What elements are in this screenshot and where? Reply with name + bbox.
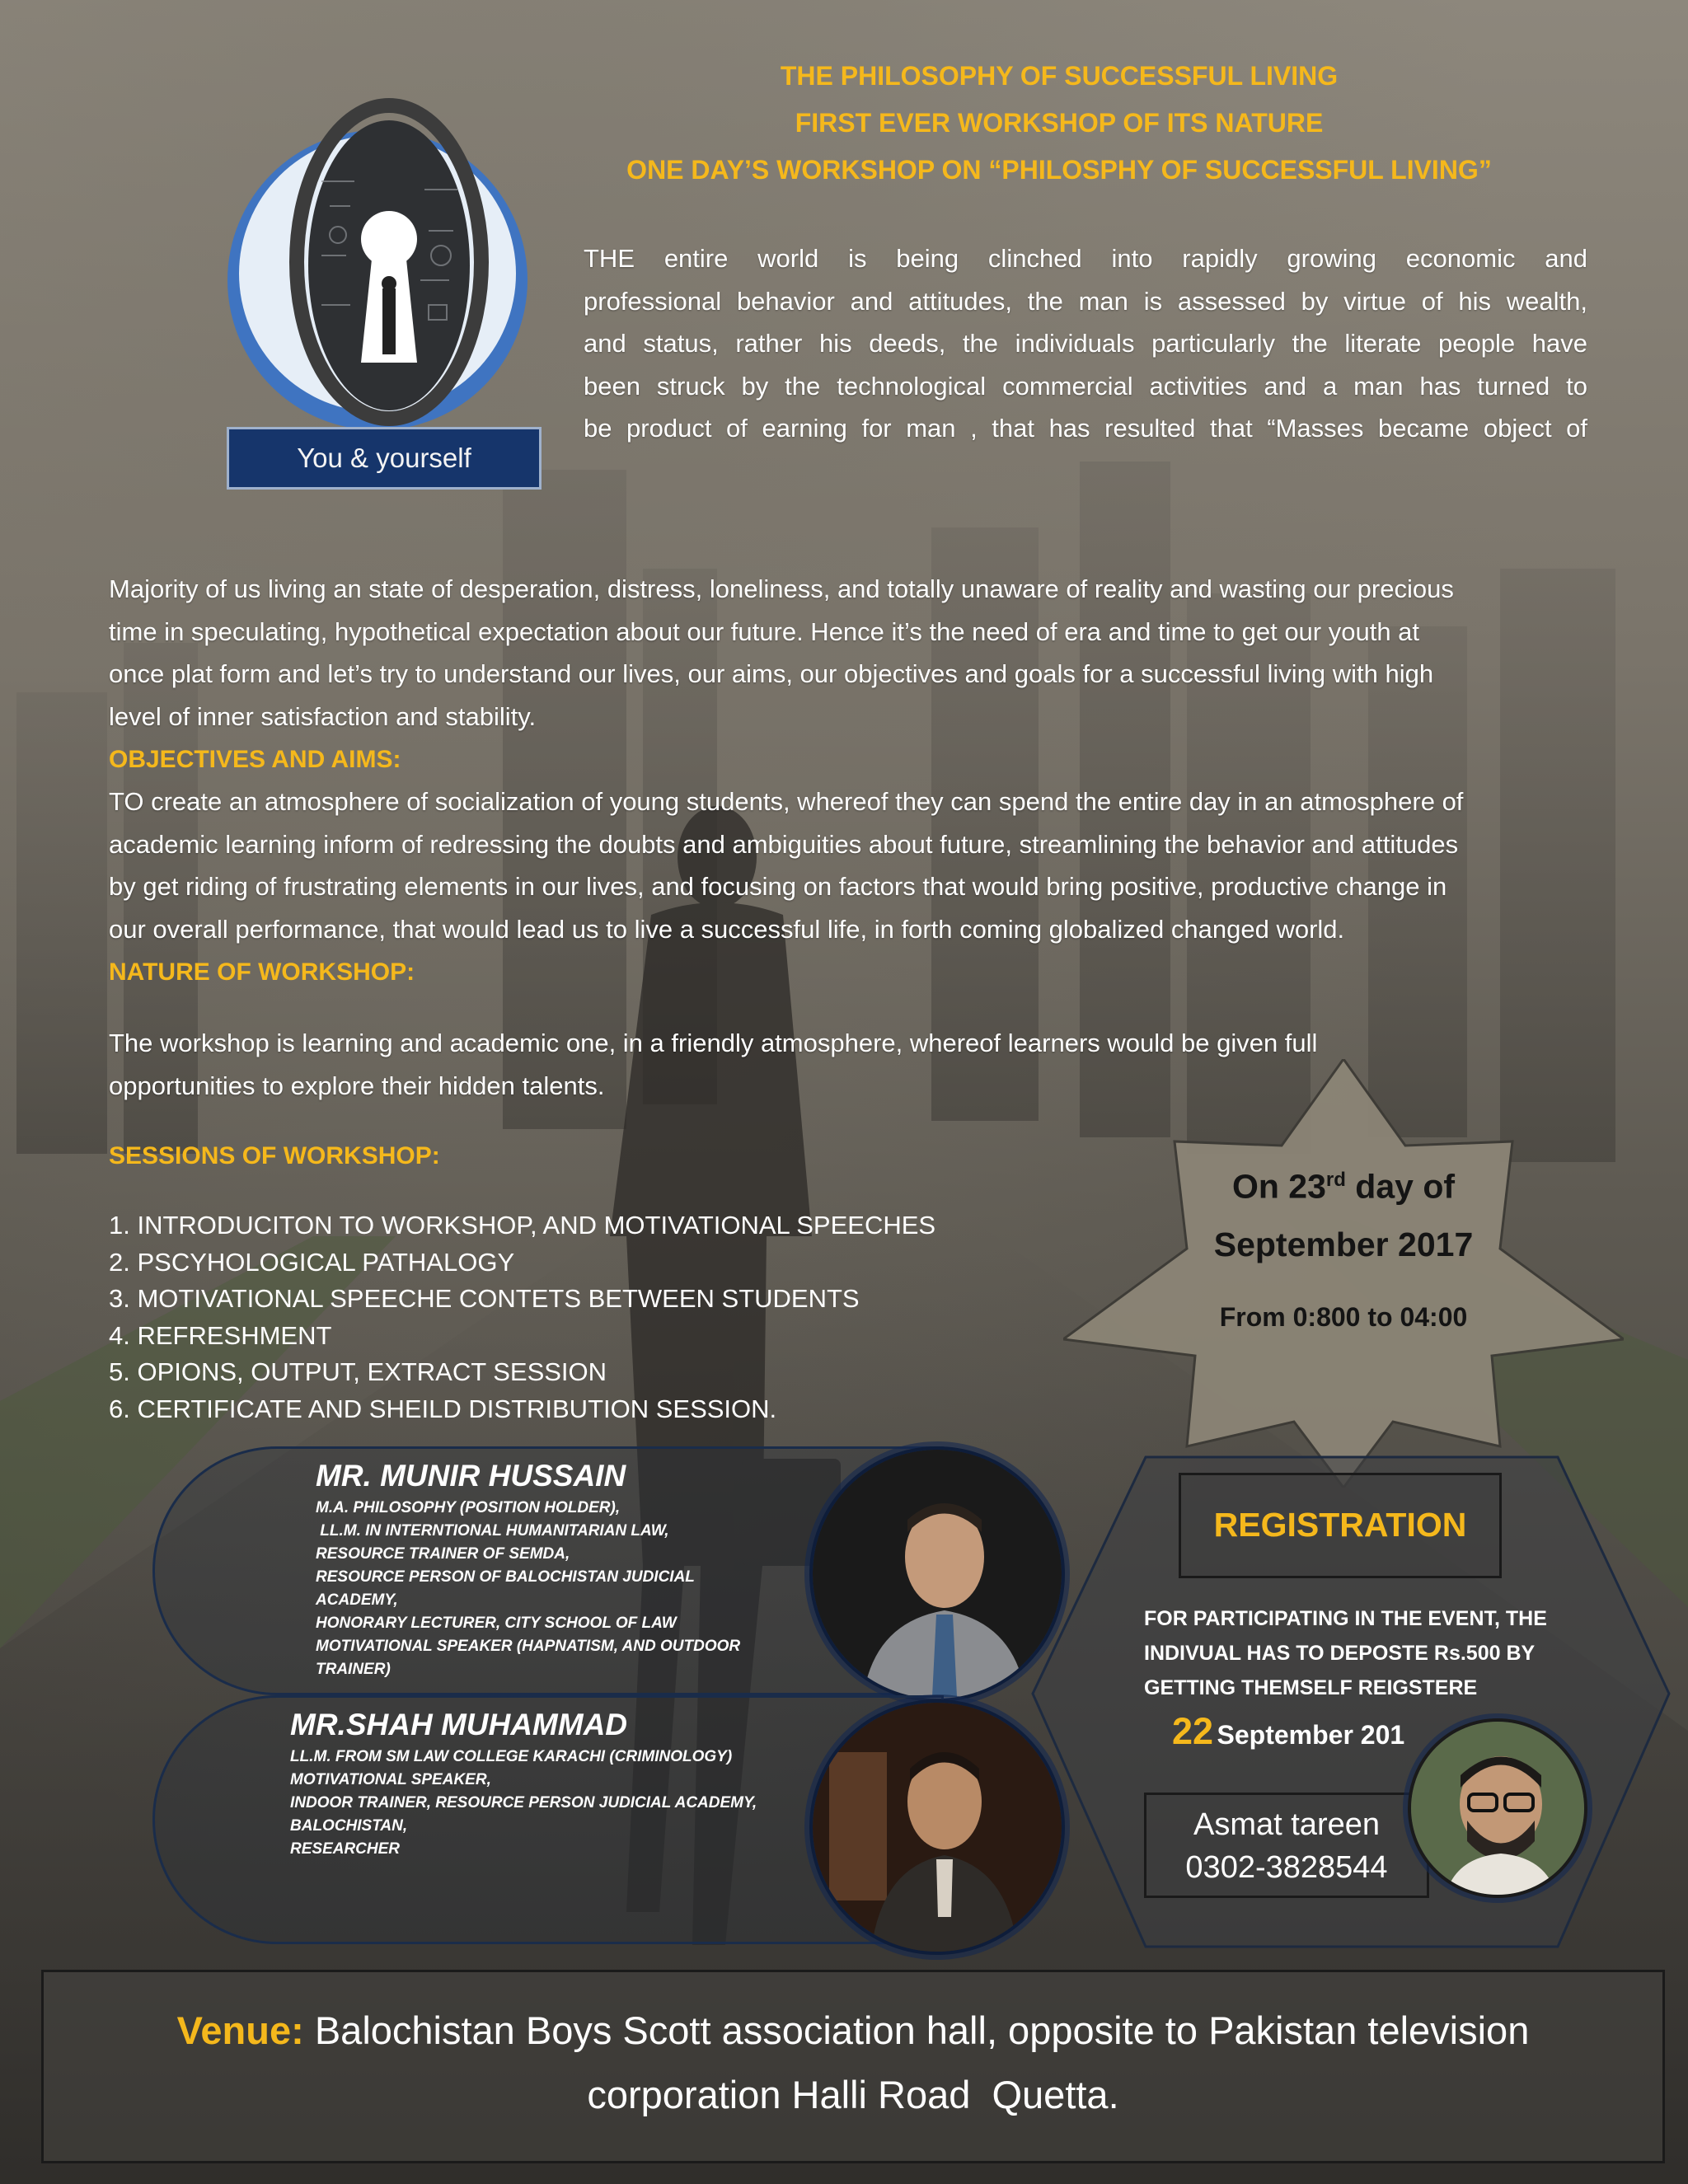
nature-line: The workshop is learning and academic one, in a friendly atmosphere, whereof learners would be given full xyxy=(109,1029,1318,1057)
credential-line: HONORARY LECTURER, CITY SCHOOL OF LAW xyxy=(316,1615,677,1632)
objectives-paragraph xyxy=(109,780,1625,950)
credential-line: RESOURCE TRAINER OF SEMDA, xyxy=(316,1545,570,1563)
logo-caption: You & yourself xyxy=(297,443,471,473)
intro-paragraph xyxy=(584,237,1587,450)
sessions-list xyxy=(109,1207,1057,1427)
session-item: 6. CERTIFICATE AND SHEILD DISTRIBUTION SESSION. xyxy=(109,1394,777,1423)
contact-phone: 0302-3828544 xyxy=(1185,1850,1388,1885)
you-and-yourself-logo xyxy=(198,82,560,494)
deadline-day: 22 xyxy=(1172,1710,1214,1752)
date-line-1 xyxy=(1063,1151,1624,1216)
venue-label: Venue: xyxy=(176,2008,304,2052)
contact-name: Asmat tareen xyxy=(1193,1807,1380,1842)
contact-box xyxy=(1144,1793,1429,1898)
objectives-line: academic learning inform of redressing the doubts and ambiguities about future, streamlining the behavior and attitudes xyxy=(109,829,1459,859)
credential-line: RESEARCHER xyxy=(290,1840,401,1858)
registration-line: FOR PARTICIPATING IN THE EVENT, THE xyxy=(1144,1607,1547,1630)
date-line-2: September 2017 xyxy=(1213,1225,1474,1263)
contact-portrait-icon xyxy=(1411,1722,1587,1898)
title-line-1: THE PHILOSOPHY OF SUCCESSFUL LIVING xyxy=(780,61,1339,91)
session-item: 4. REFRESHMENT xyxy=(109,1320,332,1350)
date-ordinal: rd xyxy=(1325,1169,1346,1191)
registration-line: INDIVUAL HAS TO DEPOSTE Rs.500 BY xyxy=(1144,1642,1536,1665)
contact-photo xyxy=(1408,1718,1587,1898)
objectives-line: by get riding of frustrating elements in our lives, and focusing on factors that would bring positive, productive change in xyxy=(109,872,1447,901)
credential-line: MOTIVATIONAL SPEAKER, xyxy=(290,1771,491,1788)
logo-caption-banner xyxy=(227,427,542,490)
credential-line: ACADEMY, xyxy=(316,1591,398,1609)
intro-line: and status, rather his deeds, the individuals particularly the literate people have xyxy=(584,329,1587,358)
speaker-photo-munir xyxy=(809,1446,1065,1702)
credential-line: MOTIVATIONAL SPEAKER (HAPNATISM, AND OUTDOOR xyxy=(316,1638,741,1655)
speaker-photo-shah xyxy=(809,1699,1065,1955)
intro-line: professional behavior and attitudes, the man is assessed by virtue of his wealth, xyxy=(584,286,1587,316)
majority-paragraph xyxy=(109,568,1609,738)
venue-box xyxy=(41,1970,1665,2163)
venue-line-1 xyxy=(44,1999,1662,2063)
registration-line: GETTING THEMSELF REIGSTERE xyxy=(1144,1676,1478,1699)
objectives-heading: OBJECTIVES AND AIMS: xyxy=(109,746,401,773)
venue-address-2: corporation Halli Road Quetta. xyxy=(587,2073,1119,2116)
intro-line: been struck by the technological commercial activities and a man has turned to xyxy=(584,371,1587,401)
date-time: From 0:800 to 04:00 xyxy=(1219,1301,1468,1332)
session-item: 3. MOTIVATIONAL SPEECHE CONTETS BETWEEN STUDENTS xyxy=(109,1284,860,1313)
speaker-portrait-icon xyxy=(813,1703,1065,1955)
date-day-suffix: day of xyxy=(1345,1167,1456,1206)
registration-panel xyxy=(1030,1455,1673,1949)
date-badge xyxy=(1063,1059,1624,1488)
credential-line: M.A. PHILOSOPHY (POSITION HOLDER), xyxy=(316,1499,621,1516)
objectives-line: our overall performance, that would lead us to live a successful life, in forth coming globalized changed world. xyxy=(109,914,1345,944)
deadline-month: September 201 xyxy=(1217,1720,1405,1750)
session-item: 1. INTRODUCITON TO WORKSHOP, AND MOTIVATIONAL SPEECHES xyxy=(109,1211,936,1240)
majority-line: time in speculating, hypothetical expectation about our future. Hence it’s the need of era and time to get our youth at xyxy=(109,616,1420,646)
registration-title: REGISTRATION xyxy=(1213,1506,1467,1544)
session-item: 5. OPIONS, OUTPUT, EXTRACT SESSION xyxy=(109,1357,607,1386)
credential-line: INDOOR TRAINER, RESOURCE PERSON JUDICIAL ACADEMY, xyxy=(290,1794,757,1811)
sessions-heading: SESSIONS OF WORKSHOP: xyxy=(109,1142,440,1169)
credential-line: LL.M. FROM SM LAW COLLEGE KARACHI (CRIMINOLOGY) xyxy=(290,1748,733,1765)
speaker-details-shah xyxy=(290,1708,818,1861)
speaker-credentials xyxy=(316,1497,810,1681)
session-item: 2. PSCYHOLOGICAL PATHALOGY xyxy=(109,1247,515,1277)
nature-line: opportunities to explore their hidden talents. xyxy=(109,1071,605,1100)
registration-deadline xyxy=(1172,1710,1404,1753)
credential-line: LL.M. IN INTERNTIONAL HUMANITARIAN LAW, xyxy=(316,1522,669,1540)
speaker-details-munir xyxy=(316,1459,810,1681)
venue-address-1: Balochistan Boys Scott association hall, opposite to Pakistan television xyxy=(314,2008,1530,2052)
date-day: On 23 xyxy=(1231,1167,1326,1206)
title-line-2: FIRST EVER WORKSHOP OF ITS NATURE xyxy=(795,108,1324,138)
majority-line: once plat form and let’s try to understand our lives, our aims, our objectives and goals for a successful living with high xyxy=(109,659,1434,688)
intro-line: THE entire world is being clinched into rapidly growing economic and xyxy=(584,244,1587,273)
speaker-name: MR. MUNIR HUSSAIN xyxy=(316,1459,626,1493)
objectives-line: TO create an atmosphere of socialization of young students, whereof they can spend the entire day in an atmosphere of xyxy=(109,787,1464,816)
registration-text xyxy=(1144,1601,1589,1705)
title-line-3: ONE DAY’S WORKSHOP ON “PHILOSPHY OF SUCCESSFUL LIVING” xyxy=(626,155,1492,185)
speaker-name: MR.SHAH MUHAMMAD xyxy=(290,1708,628,1741)
registration-title-box xyxy=(1179,1473,1502,1578)
credential-line: BALOCHISTAN, xyxy=(290,1817,408,1835)
speaker-portrait-icon xyxy=(813,1450,1065,1702)
intro-line: be product of earning for man , that has resulted that “Masses became object of xyxy=(584,414,1587,443)
majority-line: Majority of us living an state of desperation, distress, loneliness, and totally unaware of reality and wasting our precious xyxy=(109,574,1454,603)
credential-line: RESOURCE PERSON OF BALOCHISTAN JUDICIAL xyxy=(316,1568,695,1586)
credential-line: TRAINER) xyxy=(316,1661,391,1678)
speaker-credentials xyxy=(290,1746,818,1861)
nature-heading: NATURE OF WORKSHOP: xyxy=(109,958,415,986)
majority-line: level of inner satisfaction and stability. xyxy=(109,701,537,731)
